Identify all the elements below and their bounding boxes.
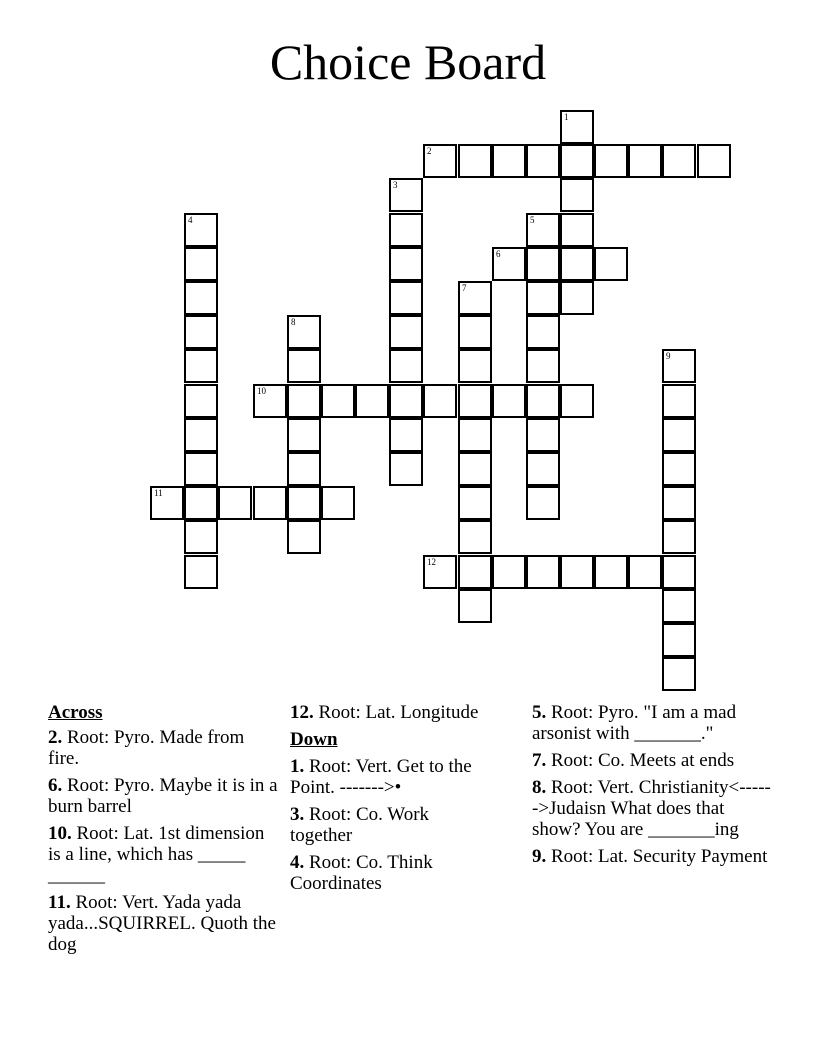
clue-number: 3	[393, 180, 398, 190]
grid-cell[interactable]	[184, 555, 218, 589]
grid-cell[interactable]	[184, 213, 218, 247]
grid-cell[interactable]	[287, 452, 321, 486]
grid-cell[interactable]	[253, 384, 287, 418]
grid-cell[interactable]	[628, 144, 662, 178]
grid-cell[interactable]	[662, 384, 696, 418]
page-title: Choice Board	[269, 34, 547, 90]
grid-cell[interactable]	[389, 213, 423, 247]
grid-cell[interactable]	[458, 486, 492, 520]
grid-cell[interactable]	[389, 178, 423, 212]
grid-cell[interactable]	[560, 247, 594, 281]
grid-cell[interactable]	[526, 418, 560, 452]
grid-cell[interactable]	[287, 384, 321, 418]
clue-number: 6	[496, 249, 501, 259]
across-heading: Across	[48, 702, 103, 723]
clue-number: 11	[154, 488, 163, 498]
grid-cell[interactable]	[662, 589, 696, 623]
grid-cell[interactable]	[150, 486, 184, 520]
clue-down-8: 8. Root: Vert. Christianity<------>Judaisn What does that show? You are _______ing	[532, 777, 771, 840]
grid-cell[interactable]	[594, 247, 628, 281]
grid-cell[interactable]	[389, 281, 423, 315]
grid-cell[interactable]	[287, 418, 321, 452]
grid-cell[interactable]	[184, 486, 218, 520]
grid-cell[interactable]	[526, 144, 560, 178]
grid-cell[interactable]	[526, 247, 560, 281]
grid-cell[interactable]	[458, 281, 492, 315]
clue-number: 5	[530, 215, 535, 225]
grid-cell[interactable]	[560, 213, 594, 247]
clue-down-4: 4. Root: Co. Think Coordinates	[290, 852, 433, 894]
grid-cell[interactable]	[458, 349, 492, 383]
grid-cell[interactable]	[321, 486, 355, 520]
clue-number: 12	[427, 557, 436, 567]
grid-cell[interactable]	[184, 349, 218, 383]
clue-number: 10	[257, 386, 266, 396]
grid-cell[interactable]	[526, 349, 560, 383]
grid-cell[interactable]	[389, 349, 423, 383]
clue-number: 2	[427, 146, 432, 156]
grid-cell[interactable]	[662, 657, 696, 691]
clue-across-11: 11. Root: Vert. Yada yada yada...SQUIRREL. Quoth the dog	[48, 892, 276, 955]
grid-cell[interactable]	[184, 520, 218, 554]
down-heading: Down	[290, 729, 338, 750]
grid-cell[interactable]	[662, 452, 696, 486]
grid-cell[interactable]	[662, 144, 696, 178]
grid-cell[interactable]	[594, 144, 628, 178]
grid-cell[interactable]	[458, 452, 492, 486]
grid-cell[interactable]	[184, 315, 218, 349]
clue-number: 7	[462, 283, 467, 293]
grid-cell[interactable]	[423, 144, 457, 178]
clue-column-2	[290, 702, 480, 900]
clue-number: 8	[291, 317, 296, 327]
grid-cell[interactable]	[526, 384, 560, 418]
grid-cell[interactable]	[389, 418, 423, 452]
grid-cell[interactable]	[662, 520, 696, 554]
grid-cell[interactable]	[594, 555, 628, 589]
clue-column-3	[532, 702, 777, 873]
grid-cell[interactable]	[458, 589, 492, 623]
grid-cell[interactable]	[662, 555, 696, 589]
grid-cell[interactable]	[526, 281, 560, 315]
grid-cell[interactable]	[492, 555, 526, 589]
grid-cell[interactable]	[458, 315, 492, 349]
grid-cell[interactable]	[492, 144, 526, 178]
grid-cell[interactable]	[287, 486, 321, 520]
clue-column-1	[48, 702, 280, 961]
grid-cell[interactable]	[662, 418, 696, 452]
grid-cell[interactable]	[389, 452, 423, 486]
clue-down-5: 5. Root: Pyro. "I am a mad arsonist with _______."	[532, 702, 737, 744]
clue-down-9: 9. Root: Lat. Security Payment	[532, 846, 768, 867]
clue-down-1: 1. Root: Vert. Get to the Point. ------->•	[290, 756, 472, 798]
clue-number: 9	[666, 351, 671, 361]
grid-cell[interactable]	[184, 281, 218, 315]
grid-cell[interactable]	[389, 247, 423, 281]
clue-number: 1	[564, 112, 569, 122]
grid-cell[interactable]	[526, 486, 560, 520]
clue-across-10: 10. Root: Lat. 1st dimension is a line, which has _____ ______	[48, 823, 265, 886]
grid-cell[interactable]	[287, 349, 321, 383]
grid-cell[interactable]	[389, 315, 423, 349]
grid-cell[interactable]	[560, 281, 594, 315]
grid-cell[interactable]	[423, 384, 457, 418]
grid-cell[interactable]	[458, 144, 492, 178]
clue-down-7: 7. Root: Co. Meets at ends	[532, 750, 735, 771]
grid-cell[interactable]	[560, 110, 594, 144]
grid-cell[interactable]	[662, 623, 696, 657]
clue-across-12: 12. Root: Lat. Longitude	[290, 702, 479, 723]
grid-cell[interactable]	[458, 418, 492, 452]
grid-cell[interactable]	[526, 213, 560, 247]
grid-cell[interactable]	[628, 555, 662, 589]
grid-cell[interactable]	[697, 144, 731, 178]
grid-cell[interactable]	[526, 452, 560, 486]
grid-cell[interactable]	[492, 247, 526, 281]
grid-cell[interactable]	[355, 384, 389, 418]
grid-cell[interactable]	[560, 178, 594, 212]
clue-number: 4	[188, 215, 193, 225]
grid-cell[interactable]	[184, 418, 218, 452]
clue-across-6: 6. Root: Pyro. Maybe it is in a burn barrel	[48, 775, 278, 817]
grid-cell[interactable]	[389, 384, 423, 418]
clue-across-2: 2. Root: Pyro. Made from fire.	[48, 727, 245, 769]
grid-cell[interactable]	[458, 555, 492, 589]
grid-cell[interactable]	[662, 349, 696, 383]
grid-cell[interactable]	[458, 520, 492, 554]
grid-cell[interactable]	[662, 486, 696, 520]
grid-cell[interactable]	[526, 315, 560, 349]
grid-cell[interactable]	[526, 555, 560, 589]
grid-cell[interactable]	[423, 555, 457, 589]
grid-cell[interactable]	[560, 144, 594, 178]
grid-cell[interactable]	[253, 486, 287, 520]
grid-cell[interactable]	[321, 384, 355, 418]
grid-cell[interactable]	[560, 555, 594, 589]
grid-cell[interactable]	[287, 520, 321, 554]
grid-cell[interactable]	[492, 384, 526, 418]
grid-cell[interactable]	[287, 315, 321, 349]
grid-cell[interactable]	[560, 384, 594, 418]
grid-cell[interactable]	[184, 452, 218, 486]
grid-cell[interactable]	[218, 486, 252, 520]
grid-cell[interactable]	[184, 247, 218, 281]
grid-cell[interactable]	[184, 384, 218, 418]
clue-down-3: 3. Root: Co. Work together	[290, 804, 430, 846]
grid-cell[interactable]	[458, 384, 492, 418]
